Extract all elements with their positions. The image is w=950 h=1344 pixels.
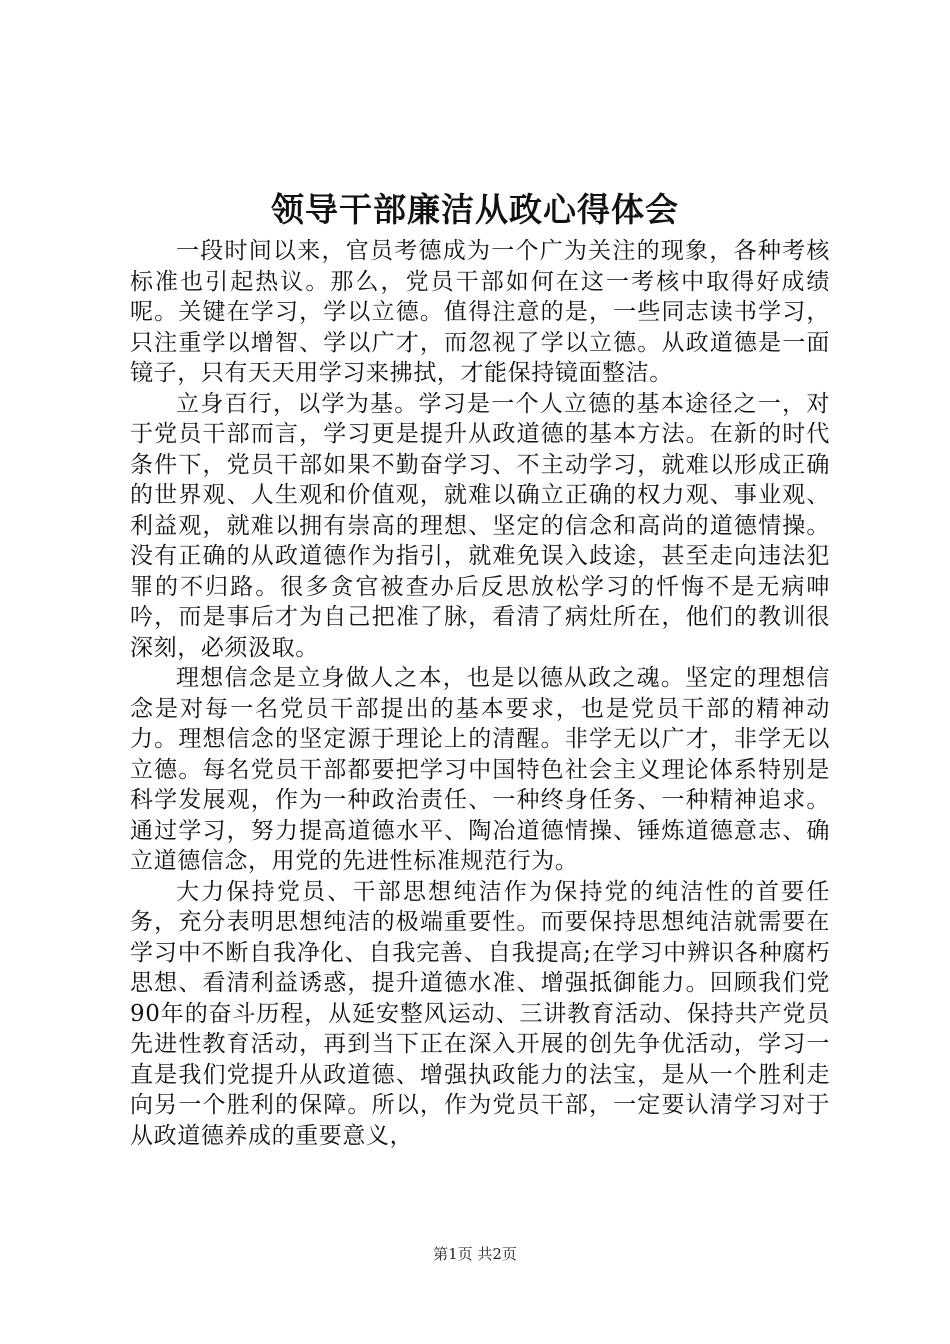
paragraph-2: 立身百行，以学为基。学习是一个人立德的基本途径之一，对于党员干部而言，学习更是提升从政道德的基本方法。在新的时代条件下，党员干部如果不勤奋学习、不主动学习，就难以形成正确的世界观、人生观和价值观，就难以确立正确的权力观、事业观、利益观，就难以拥有崇高的理想、坚定的信念和高尚的道德情操。没有正确的从政道德作为指引，就难免误入歧途，甚至走向违法犯罪的不归路。很多贪官被查办后反思放松学习的忏悔不是无病呻吟，而是事后才为自己把准了脉，看清了病灶所在，他们的教训很深刻，必须汲取。 — [130, 390, 830, 661]
document-body — [130, 236, 830, 1151]
page-number-footer: 第1页 共2页 — [433, 1245, 517, 1263]
paragraph-3: 理想信念是立身做人之本，也是以德从政之魂。坚定的理想信念是对每一名党员干部提出的基本要求，也是党员干部的精神动力。理想信念的坚定源于理论上的清醒。非学无以广才，非学无以立德。每名党员干部都要把学习中国特色社会主义理论体系特别是科学发展观，作为一种政治责任、一种终身任务、一种精神追求。通过学习，努力提高道德水平、陶冶道德情操、锤炼道德意志、确立道德信念，用党的先进性标准规范行为。 — [130, 665, 830, 874]
paragraph-4: 大力保持党员、干部思想纯洁作为保持党的纯洁性的首要任务，充分表明思想纯洁的极端重要性。而要保持思想纯洁就需要在学习中不断自我净化、自我完善、自我提高;在学习中辨识各种腐朽思想、看清利益诱惑，提升道德水准、增强抵御能力。回顾我们党90年的奋斗历程，从延安整风运动、三讲教育活动、保持共产党员先进性教育活动，再到当下正在深入开展的创先争优活动，学习一直是我们党提升从政道德、增强执政能力的法宝，是从一个胜利走向另一个胜利的保障。所以，作为党员干部，一定要认清学习对于从政道德养成的重要意义， — [130, 878, 830, 1149]
paragraph-1: 一段时间以来，官员考德成为一个广为关注的现象，各种考核标准也引起热议。那么，党员干部如何在这一考核中取得好成绩呢。关键在学习，学以立德。值得注意的是，一些同志读书学习，只注重学以增智、学以广才，而忽视了学以立德。从政道德是一面镜子，只有天天用学习来拂拭，才能保持镜面整洁。 — [130, 238, 830, 386]
document-title: 领导干部廉洁从政心得体会 — [271, 190, 679, 229]
